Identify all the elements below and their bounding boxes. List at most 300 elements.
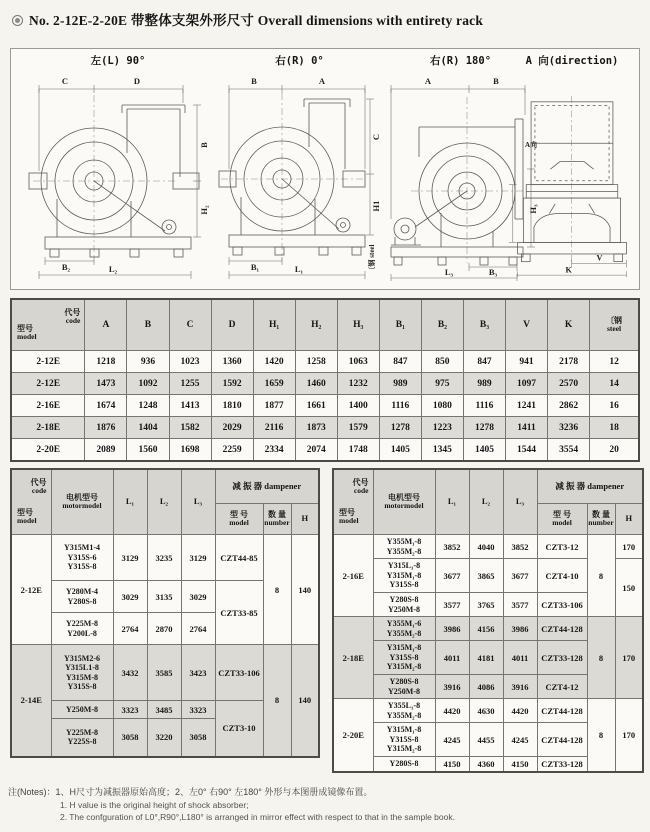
table-cell: 4630 [469, 699, 503, 723]
col-header-b: B [127, 299, 169, 351]
table-cell: 2-12E [11, 351, 85, 373]
dim-label-l2: L₂ [108, 264, 118, 274]
table-cell: 1232 [337, 373, 379, 395]
dim-label-l3: L₃ [444, 267, 454, 277]
span: code [353, 486, 369, 496]
table-row [333, 699, 643, 723]
table-cell: 941 [506, 351, 548, 373]
table-cell: 3852 [435, 535, 469, 559]
table-cell: 1092 [127, 373, 169, 395]
motor-model-header [373, 469, 435, 535]
div: Y225M-8 [66, 619, 98, 629]
div: Y280S-8 [389, 677, 419, 687]
drawing-shape [438, 257, 446, 265]
table-cell: 8 [263, 645, 291, 757]
table-cell: 1420 [253, 351, 295, 373]
table-cell: 4181 [469, 641, 503, 675]
table-cell: 1661 [295, 395, 337, 417]
notes-block [8, 786, 644, 824]
tbody [333, 469, 643, 772]
table-cell: 1405 [379, 439, 421, 462]
damp-model-header [537, 504, 587, 535]
drawing-shape [550, 162, 560, 170]
table-cell: 1400 [337, 395, 379, 417]
div [334, 495, 373, 527]
motor-tables-row [10, 468, 642, 773]
col-header-h3: H₃ [337, 299, 379, 351]
table-cell: 3577 [503, 593, 537, 617]
table-cell: 3916 [435, 675, 469, 699]
table-cell: 1873 [295, 417, 337, 439]
drawing-shape [534, 214, 610, 243]
bullseye-icon [12, 15, 23, 26]
table-cell: CZT33-106 [215, 645, 263, 701]
table-cell: 3129 [113, 535, 147, 581]
table-cell: 3220 [147, 719, 181, 757]
div: Y250M-8 [66, 704, 98, 714]
table-cell: 1248 [127, 395, 169, 417]
view-caption: 右(R) 0° [275, 55, 324, 67]
table-cell: 1080 [421, 395, 463, 417]
table-cell [373, 757, 435, 772]
table-cell: 14 [590, 373, 639, 395]
div: Y315M1-4 [64, 543, 100, 553]
span: 型号 [17, 508, 33, 517]
div: Y315M₁-8 [386, 643, 422, 653]
drawing-shape [391, 247, 523, 257]
table-cell: 1241 [506, 395, 548, 417]
table-cell: 4360 [469, 757, 503, 772]
table-cell: 1877 [253, 395, 295, 417]
fan-view-a-direction-drawing [507, 68, 637, 282]
span: motormodel [62, 501, 102, 511]
damp-number-header [587, 504, 615, 535]
table-cell: 2116 [253, 417, 295, 439]
span: 型 号 [553, 510, 571, 520]
div: Y315M₁-8 [386, 570, 422, 580]
table-cell: 2-14E [11, 645, 51, 757]
l3-header: L₃ [181, 469, 215, 535]
table-cell [51, 645, 113, 701]
notes-zh-text: 1、H尺寸为减振器原始高度；2、左0° 右90° 左180° 外形与本图册成镜像布置。 [55, 787, 373, 797]
tbody [11, 299, 639, 461]
table-cell: CZT3-12 [537, 535, 587, 559]
dim-label-b: B [493, 76, 499, 86]
table-cell [51, 613, 113, 645]
drawing-shape [480, 257, 488, 265]
table-cell: 3554 [548, 439, 590, 462]
drawing-shape [45, 237, 191, 249]
header-row [11, 299, 639, 351]
l2-header: L₂ [469, 469, 503, 535]
dim-label-b2: B₂ [61, 262, 71, 272]
div: Y315L₁-8 [387, 561, 421, 571]
div: Y315M₂-8 [386, 662, 422, 672]
drawing-shape [509, 185, 626, 277]
span: model [552, 518, 572, 528]
table-cell: 3423 [181, 645, 215, 701]
damp-number-header [263, 504, 291, 535]
table-cell: 1116 [379, 395, 421, 417]
table-cell: 4011 [503, 641, 537, 675]
fan-view-right-0-drawing [217, 68, 382, 282]
table-cell: 1360 [211, 351, 253, 373]
div: Y315M2-6 [64, 653, 100, 663]
div: Y355M₂-8 [386, 546, 422, 556]
drawing-shape [130, 249, 139, 257]
motor-table-left [10, 468, 320, 758]
div: Y250M-8 [388, 604, 420, 614]
drawing-shape [233, 247, 242, 255]
table-cell: 3677 [503, 559, 537, 593]
table-cell: 1411 [506, 417, 548, 439]
span: 代号 [30, 477, 47, 487]
dim-label-v: V [596, 253, 603, 263]
table-cell: 8 [587, 617, 615, 699]
fan-view-a-direction [507, 53, 637, 282]
table-cell: 4011 [435, 641, 469, 675]
table-cell: 3852 [503, 535, 537, 559]
div: Y315S-8 [389, 580, 419, 590]
table-cell: 1063 [337, 351, 379, 373]
drawing-shape [219, 99, 365, 255]
table-cell: 2-12E [11, 535, 51, 645]
l2-header: L₂ [147, 469, 181, 535]
table-cell: 8 [587, 699, 615, 772]
table-cell: 2570 [548, 373, 590, 395]
div: Y315M-8 [66, 672, 98, 682]
span: number [588, 518, 614, 528]
drawing-shape [394, 218, 416, 240]
fan-view-left-90-drawing [23, 68, 213, 282]
table-cell: 3135 [147, 581, 181, 613]
dim-label-h2: H₂ [199, 205, 209, 215]
table-cell: 2-16E [11, 395, 85, 417]
div: Y315S-6 [67, 552, 97, 562]
table-row [11, 535, 319, 581]
col-header-d: D [211, 299, 253, 351]
drawing-shape [336, 218, 350, 232]
table-cell: CZT44-128 [537, 723, 587, 757]
table-cell: 4040 [469, 535, 503, 559]
table-cell: 1674 [85, 395, 127, 417]
table-cell: 2178 [548, 351, 590, 373]
col-header-k: K [548, 299, 590, 351]
col-header-h2: H₂ [295, 299, 337, 351]
l1-header: L₁ [435, 469, 469, 535]
table-cell: 4245 [435, 723, 469, 757]
div: Y355L₁-8 [387, 701, 421, 711]
drawing-shape [341, 223, 346, 228]
div [12, 477, 51, 495]
table-cell: 1345 [421, 439, 463, 462]
div: Y200L-8 [67, 628, 97, 638]
table-cell: CZT4-10 [537, 559, 587, 593]
table-cell: 4455 [469, 723, 503, 757]
table-cell: 3865 [469, 559, 503, 593]
drawing-shape [521, 254, 530, 262]
table-cell: 3323 [113, 701, 147, 719]
table-cell [373, 593, 435, 617]
table-cell: 140 [291, 645, 319, 757]
table-cell: 3765 [469, 593, 503, 617]
table-cell: 3029 [181, 581, 215, 613]
drawing-shape [275, 247, 284, 255]
table-cell [373, 675, 435, 699]
span: model [229, 518, 249, 528]
table-cell: 1659 [253, 373, 295, 395]
col-header-a: A [85, 299, 127, 351]
table-cell: CZT33-85 [215, 581, 263, 645]
table-cell: 3916 [503, 675, 537, 699]
table-cell: 140 [291, 535, 319, 645]
dim-label-l1: L₁ [294, 264, 304, 274]
span: 数 量 [592, 510, 610, 520]
table-cell [51, 719, 113, 757]
table-row [333, 535, 643, 559]
table-cell: 1413 [169, 395, 211, 417]
table-cell: 3129 [181, 535, 215, 581]
table-cell: 2870 [147, 613, 181, 645]
table-row [11, 439, 639, 462]
table-cell: 2-20E [333, 699, 373, 772]
drawing-shape [584, 162, 594, 170]
table-cell: 1116 [463, 395, 505, 417]
table-cell: 3585 [147, 645, 181, 701]
drawing-shape [518, 242, 627, 254]
dim-label-b3: B₃ [488, 267, 498, 277]
table-row [11, 395, 639, 417]
table-cell [373, 535, 435, 559]
table-cell: 1748 [337, 439, 379, 462]
table-cell: 3058 [113, 719, 147, 757]
table-cell: 1698 [169, 439, 211, 462]
table-cell: 4150 [435, 757, 469, 772]
notes-en-line-2: 2. The confguration of L0°,R90°,L180° is arranged in mirror effect with respect to that in the sample book. [60, 812, 455, 823]
div [12, 325, 84, 343]
l3-header: L₃ [503, 469, 537, 535]
table-cell: 4420 [435, 699, 469, 723]
table-cell: 170 [615, 535, 643, 559]
table-cell: 2-12E [11, 373, 85, 395]
drawing-shape [167, 225, 172, 230]
drawing-shape [391, 119, 523, 265]
dim-label-h3: H₃ [528, 204, 538, 214]
table-cell: 8 [587, 535, 615, 617]
table-cell [373, 559, 435, 593]
table-cell: 1810 [211, 395, 253, 417]
dampener-group-header: 减 振 器 dampener [215, 469, 319, 504]
drawing-shape [50, 249, 59, 257]
dim-label-b: B [251, 76, 257, 86]
table-cell: 2334 [253, 439, 295, 462]
drawing-shape [614, 254, 623, 262]
corner-cell [333, 469, 373, 535]
table-cell: 989 [463, 373, 505, 395]
fan-view-right-0 [217, 53, 382, 282]
table-cell: 4245 [503, 723, 537, 757]
div: Y315S-8 [389, 652, 419, 662]
table-row [11, 351, 639, 373]
dim-label-k: K [565, 265, 572, 275]
div: Y225S-8 [67, 737, 97, 747]
span: 电机型号 [66, 492, 98, 502]
page-title [12, 9, 483, 29]
div: Y315S-8 [67, 681, 97, 691]
damp-model-header [215, 504, 263, 535]
table-cell: 847 [463, 351, 505, 373]
damp-h-header: H [291, 504, 319, 535]
drawing-shape [282, 179, 339, 229]
div [12, 495, 51, 527]
motor-model-header [51, 469, 113, 535]
table-cell: 4420 [503, 699, 537, 723]
view-caption: A 向(direction) [525, 55, 619, 67]
table-cell: 1258 [295, 351, 337, 373]
a-direction-label: A向 [524, 141, 538, 149]
div [334, 477, 373, 495]
table-cell [373, 617, 435, 641]
span: 〔钢 [606, 315, 623, 325]
dim-label-c: C [61, 76, 69, 86]
table-cell: 2-20E [11, 439, 85, 462]
table-cell: 1579 [337, 417, 379, 439]
table-cell: CZT33-128 [537, 757, 587, 772]
table-cell: 3323 [181, 701, 215, 719]
table-cell: 8 [263, 535, 291, 645]
table-row [11, 373, 639, 395]
l1-header: L₁ [113, 469, 147, 535]
table-cell: 20 [590, 439, 639, 462]
table-cell: CZT44-128 [537, 617, 587, 641]
dim-label-a: A [424, 76, 432, 86]
span: number [264, 518, 290, 528]
span: 代号 [64, 307, 81, 317]
div: Y280S-8 [67, 596, 97, 606]
table-cell: 3485 [147, 701, 181, 719]
table-cell: 2-18E [333, 617, 373, 699]
table-cell: 1460 [295, 373, 337, 395]
table-cell: 1582 [169, 417, 211, 439]
drawing-shape [174, 249, 183, 257]
view-caption: 左(L) 90° [90, 55, 146, 67]
notes-en-line-1: 1. H value is the original height of shock absorber; [60, 800, 249, 811]
div: Y355M₁-6 [386, 619, 422, 629]
table-cell: 2029 [211, 417, 253, 439]
table-cell: CZT33-128 [537, 641, 587, 675]
span: 代号 [352, 477, 369, 487]
table-cell: 3577 [435, 593, 469, 617]
table-cell: 18 [590, 417, 639, 439]
table-cell: 1405 [463, 439, 505, 462]
drawing-shape [319, 247, 328, 255]
header-row [333, 469, 643, 504]
table-cell: 850 [421, 351, 463, 373]
col-header-steel [590, 299, 639, 351]
table-cell: 3986 [435, 617, 469, 641]
drawing-shape [394, 257, 402, 265]
table-cell: 2259 [211, 439, 253, 462]
table-cell: CZT4-12 [537, 675, 587, 699]
corner-cell [11, 469, 51, 535]
notes-line-zh [8, 786, 644, 799]
table-cell: 4086 [469, 675, 503, 699]
table-cell: 1097 [506, 373, 548, 395]
table-cell: 1278 [463, 417, 505, 439]
drawing-shape [589, 204, 595, 214]
drawing-shape [33, 95, 175, 261]
table-cell: 1473 [85, 373, 127, 395]
div: Y315L1-8 [65, 663, 99, 673]
table-cell: 3029 [113, 581, 147, 613]
div: Y315M₂-8 [386, 744, 422, 754]
table-cell: 1404 [127, 417, 169, 439]
drawing-shape [229, 235, 365, 247]
table-cell: 2074 [295, 439, 337, 462]
table-cell: 1218 [85, 351, 127, 373]
table-row [11, 417, 639, 439]
drawing-shape [549, 204, 555, 214]
table-cell: 1592 [211, 373, 253, 395]
table-cell: 3235 [147, 535, 181, 581]
span: code [31, 486, 47, 496]
drawing-shape [518, 102, 627, 262]
steel-label: 〔钢 steel [368, 244, 376, 274]
header-row [11, 469, 319, 504]
table-cell: CZT3-10 [215, 701, 263, 757]
table-cell: 1223 [421, 417, 463, 439]
table-cell: 3986 [503, 617, 537, 641]
table-cell: 936 [127, 351, 169, 373]
table-cell: 2862 [548, 395, 590, 417]
table-cell: 2089 [85, 439, 127, 462]
col-header-b3: B₃ [463, 299, 505, 351]
drawing-shape [90, 249, 99, 257]
drawing-shape [39, 85, 201, 279]
tbody [11, 469, 319, 757]
table-cell: 1278 [379, 417, 421, 439]
dampener-group-header: 减 振 器 dampener [537, 469, 643, 504]
dim-label-b: B [199, 142, 209, 148]
span: model [17, 332, 37, 342]
div: Y225M-8 [66, 727, 98, 737]
table-cell: CZT44-85 [215, 535, 263, 581]
col-header-c: C [169, 299, 211, 351]
table-cell: 3432 [113, 645, 147, 701]
dim-label-a: A [318, 76, 326, 86]
table-cell: 4150 [503, 757, 537, 772]
div: Y315S-8 [389, 734, 419, 744]
table-cell: 1560 [127, 439, 169, 462]
table-cell [373, 699, 435, 723]
dim-label-h1: H1 [371, 200, 381, 212]
div: Y280S-8 [389, 759, 419, 769]
table-cell: 2-16E [333, 535, 373, 617]
div: Y250M-8 [388, 686, 420, 696]
table-cell [51, 535, 113, 581]
span: 型 号 [230, 510, 248, 520]
table-cell: 170 [615, 699, 643, 772]
table-cell: 2-18E [11, 417, 85, 439]
dim-label-c: C [371, 133, 381, 141]
span: 电机型号 [388, 492, 420, 502]
table-cell: CZT44-128 [537, 699, 587, 723]
table-cell: 1544 [506, 439, 548, 462]
motor-table-right [332, 468, 644, 773]
table-cell [51, 581, 113, 613]
drawing-shape [162, 220, 176, 234]
div: Y355M₁-8 [386, 537, 422, 547]
